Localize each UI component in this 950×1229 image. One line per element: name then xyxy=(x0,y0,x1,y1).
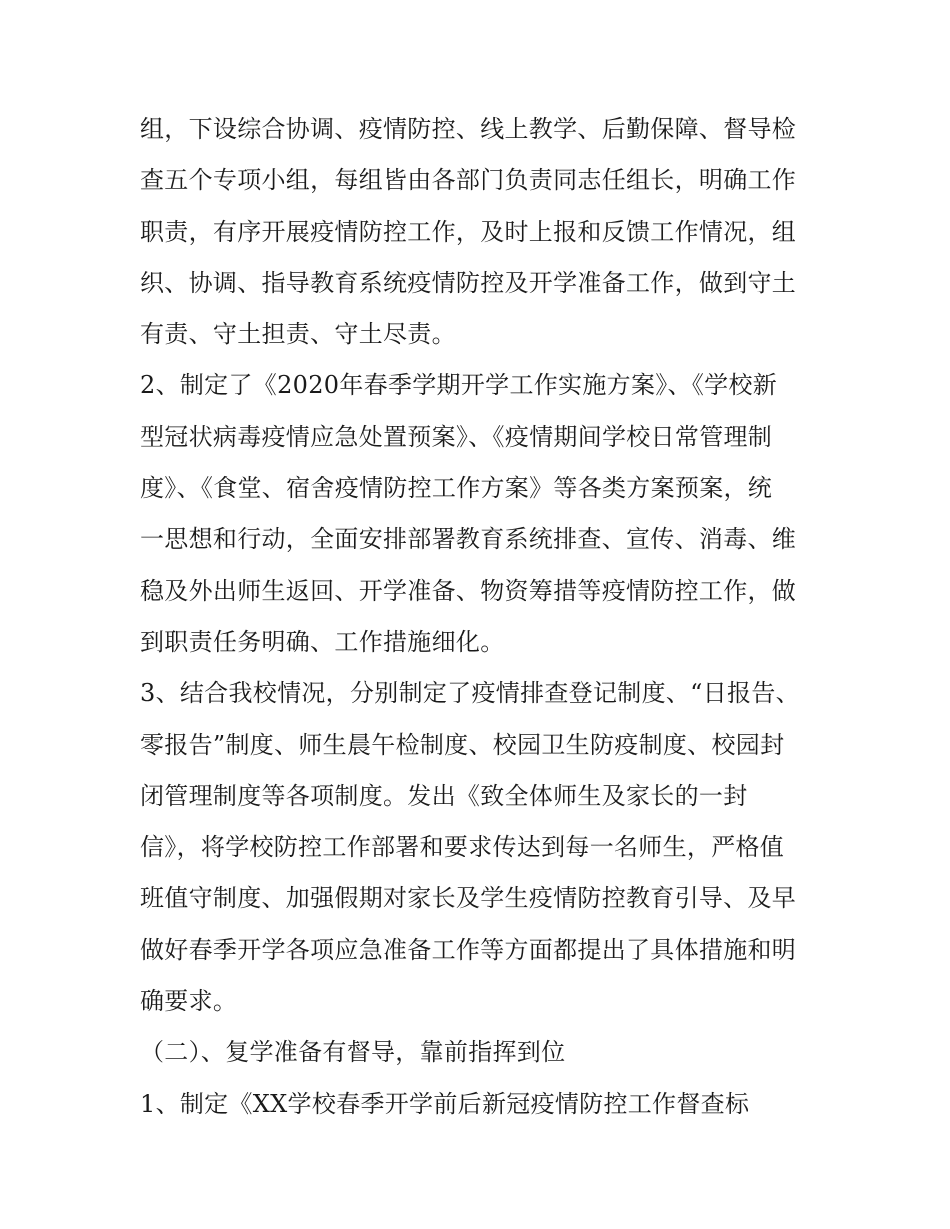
text-line: 查五个专项小组，每组皆由各部门负责同志任组长，明确工作 xyxy=(140,166,797,195)
numbered-item-2-start: 2、制定了《2020年春季学期开学工作实施方案》、《学校新 xyxy=(140,371,778,400)
text-line: 稳及外出师生返回、开学准备、物资筹措等疫情防控工作，做 xyxy=(140,576,797,605)
text-line: 零报告”制度、师生晨午检制度、校园卫生防疫制度、校园封 xyxy=(140,730,785,759)
text-line: 到职责任务明确、工作措施细化。 xyxy=(140,627,505,656)
numbered-item-1-start: 1、制定《XX学校春季开学前后新冠疫情防控工作督查标 xyxy=(140,1089,750,1118)
text-line: 一思想和行动，全面安排部署教育系统排查、宣传、消毒、维 xyxy=(140,525,797,554)
text-line: 组，下设综合协调、疫情防控、线上教学、后勤保障、督导检 xyxy=(140,115,797,143)
text-line: 有责、守土担责、守土尽责。 xyxy=(140,320,456,349)
text-line: 职责，有序开展疫情防控工作，及时上报和反馈工作情况，组 xyxy=(140,217,797,246)
document-body xyxy=(140,104,830,1130)
text-line: 织、协调、指导教育系统疫情防控及开学准备工作，做到守土 xyxy=(140,268,797,297)
text-line: 班值守制度、加强假期对家长及学生疫情防控教育引导、及早 xyxy=(140,884,797,913)
section-heading: （二）、复学准备有督导，靠前指挥到位 xyxy=(140,1038,566,1067)
text-line: 度》、《食堂、宿舍疫情防控工作方案》等各类方案预案，统 xyxy=(140,474,773,503)
text-line: 信》，将学校防控工作部署和要求传达到每一名师生，严格值 xyxy=(140,833,785,862)
text-line: 型冠状病毒疫情应急处置预案》、《疫情期间学校日常管理制 xyxy=(140,422,773,451)
text-line: 做好春季开学各项应急准备工作等方面都提出了具体措施和明 xyxy=(140,935,797,964)
text-line: 确要求。 xyxy=(140,987,238,1016)
numbered-item-3-start: 3、结合我校情况，分别制定了疫情排查登记制度、“日报告、 xyxy=(140,679,800,708)
text-line: 闭管理制度等各项制度。发出《致全体师生及家长的一封 xyxy=(140,781,748,810)
